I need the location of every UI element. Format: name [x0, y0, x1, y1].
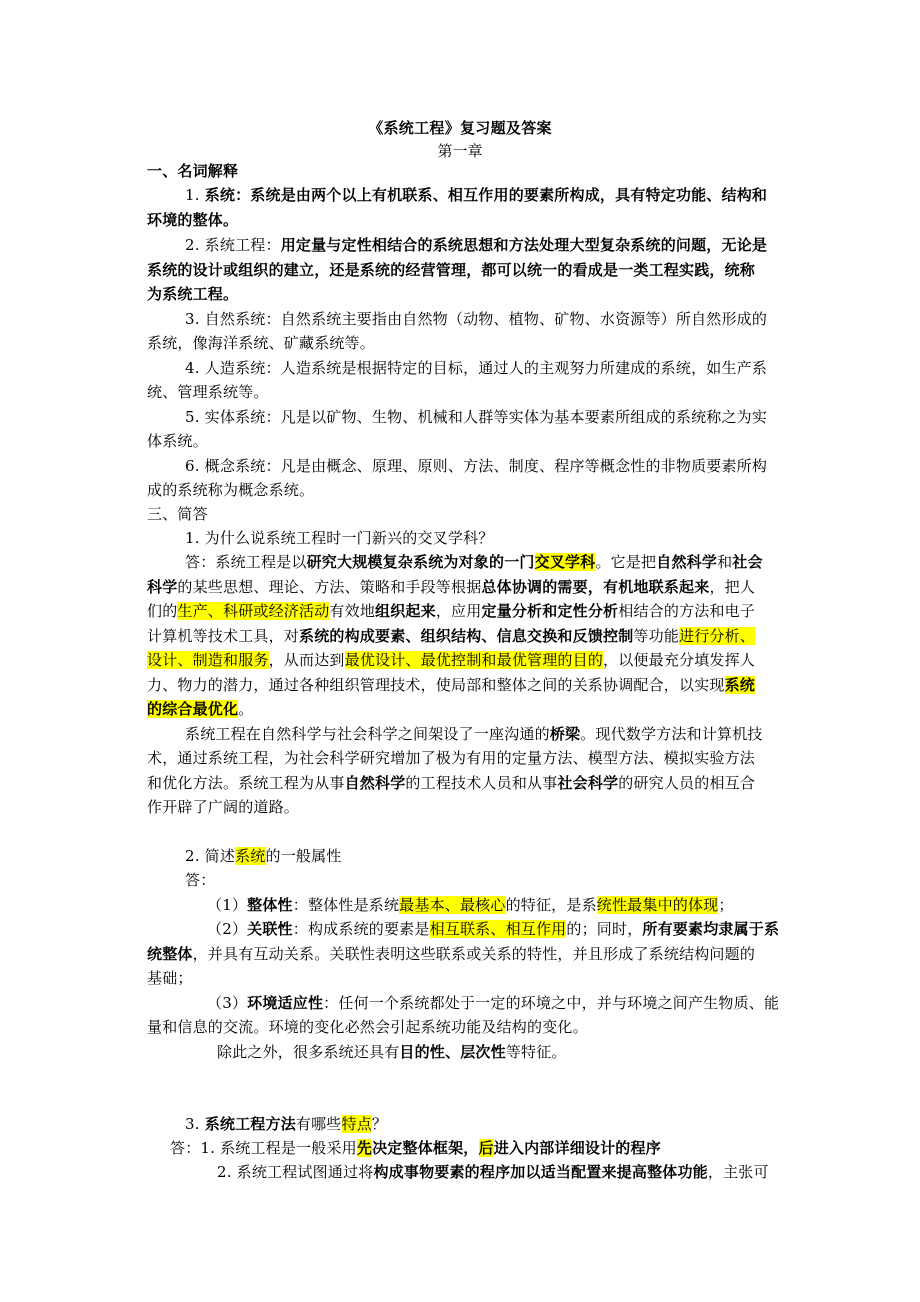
text-span: 和优化方法。系统工程为从事	[147, 774, 345, 792]
text-span: 2. 简述	[185, 847, 236, 865]
chapter-heading: 第一章	[437, 142, 483, 160]
bold-text: 系统的设计或组织的建立，还是系统的经营管理，都可以统一的看成是一类工程实践，统称	[147, 261, 756, 279]
bold-text: 系统的构成要素、组织结构、信息交换和反馈控制	[299, 627, 634, 645]
text-span: 2. 系统工程试图通过将	[217, 1163, 374, 1181]
text-line	[185, 308, 855, 330]
text-line	[185, 845, 855, 867]
text-span: 成的系统称为概念系统。	[147, 481, 315, 499]
text-line	[147, 283, 817, 305]
text-span: 计算机等技术工具，对	[147, 627, 300, 645]
bold-text: 系统：系统是由两个以上有机联系、相互作用的要素所构成，具有特定功能、结构和	[204, 186, 768, 204]
bold-text: 组织起来	[375, 602, 436, 620]
text-span: （3）	[207, 994, 248, 1012]
text-line	[147, 503, 817, 525]
text-span: 的某些思想、理论、方法、策略和手段等根据	[177, 578, 482, 596]
text-span: 和	[717, 553, 733, 571]
text-span: 的；同时，	[566, 920, 643, 938]
bold-text: 决定整体框架，	[372, 1139, 479, 1157]
text-span: ：任何一个系统都处于一定的环境之中，并与环境之间产生物质、能	[323, 994, 780, 1012]
bold-text: 整体性	[247, 896, 293, 914]
bold-text: 一、名词解释	[147, 162, 239, 180]
text-span: 答：	[185, 871, 216, 889]
text-line	[207, 894, 877, 916]
text-line	[147, 796, 817, 818]
text-line	[217, 1041, 887, 1063]
text-span: 的研究人员的相互合	[618, 774, 756, 792]
text-span: （2）	[207, 920, 248, 938]
text-line	[147, 772, 817, 794]
text-line	[185, 1113, 855, 1135]
bold-text: 总体协调的需要，有机地联系起来	[481, 578, 710, 596]
text-line	[147, 381, 817, 403]
text-line	[147, 430, 817, 452]
text-span: ，应用	[435, 602, 482, 620]
text-span: 3. 自然系统：自然系统主要指由自然物（动物、植物、矿物、水资源等）所自然形成的	[185, 310, 768, 328]
text-span: 6. 概念系统：凡是由概念、原理、原则、方法、制度、程序等概念性的非物质要素所构	[185, 457, 768, 475]
highlighted-text: 进行分析、	[679, 627, 756, 645]
text-line	[185, 869, 855, 891]
text-span: 量和信息的交流。环境的变化必然会引起系统功能及结构的变化。	[147, 1018, 588, 1036]
text-line	[147, 576, 817, 598]
text-line	[185, 723, 855, 745]
text-span: 们的	[147, 602, 178, 620]
text-span: 有哪些	[295, 1115, 342, 1133]
text-line	[147, 698, 817, 720]
highlighted-text: 相互联系、相互作用	[429, 920, 567, 938]
text-span: 有效地	[329, 602, 376, 620]
bold-text: 关联性	[247, 920, 293, 938]
highlighted-text: 交叉学科	[534, 553, 596, 571]
text-line	[185, 184, 855, 206]
bold-text: 环境的整体。	[147, 211, 239, 229]
text-line	[147, 747, 817, 769]
text-span: 3.	[185, 1115, 205, 1133]
text-span: 。现代数学方法和计算机技	[580, 725, 763, 743]
text-span: 。它是把	[595, 553, 657, 571]
text-span: 。	[238, 700, 254, 718]
text-span: 术，通过系统工程，为社会科学研究增加了极为有用的定量方法、模型方法、模拟实验方法	[147, 749, 756, 767]
highlighted-text: 生产、科研或经济活动	[177, 602, 330, 620]
text-line	[207, 992, 877, 1014]
text-span: ：整体性是系统	[292, 896, 400, 914]
text-span: 统、管理系统等。	[147, 383, 269, 401]
highlighted-text: 的综合最优化	[147, 700, 239, 718]
bold-text: 所有要素均隶属于系	[642, 920, 780, 938]
bold-text: 社会科学	[557, 774, 619, 792]
text-line	[185, 234, 855, 256]
text-span: 体系统。	[147, 432, 208, 450]
text-line	[185, 455, 855, 477]
text-line	[147, 943, 817, 965]
text-span: 1.	[185, 186, 205, 204]
text-line	[147, 600, 817, 622]
text-span: 除此之外，很多系统还具有	[217, 1043, 400, 1061]
bold-text: 科学	[147, 578, 178, 596]
text-span: 力、物力的潜力，通过各种组织管理技术，使局部和整体之间的关系协调配合，以实现	[147, 676, 725, 694]
text-line	[147, 967, 817, 989]
text-line	[185, 551, 855, 573]
text-span: 2. 系统工程：	[185, 236, 281, 254]
highlighted-text: 先	[356, 1139, 373, 1157]
text-span: 的特征，是系	[505, 896, 597, 914]
bold-text: 自然科学	[344, 774, 406, 792]
text-span: 1. 为什么说系统工程时一门新兴的交叉学科？	[185, 529, 494, 547]
highlighted-text: 最基本、最核心	[399, 896, 506, 914]
text-line	[147, 160, 817, 182]
text-line	[147, 479, 817, 501]
text-line	[147, 259, 817, 281]
text-span: 5. 实体系统：凡是以矿物、生物、机械和人群等实体为基本要素所组成的系统称之为实	[185, 408, 768, 426]
text-line	[170, 1137, 840, 1159]
text-span: 等特征。	[505, 1043, 567, 1061]
bold-text: 桥梁	[549, 725, 581, 743]
text-line	[147, 625, 817, 647]
text-line	[185, 527, 855, 549]
text-line	[185, 357, 855, 379]
text-line	[147, 332, 817, 354]
text-line	[147, 209, 817, 231]
bold-text: 进入内部详细设计的程序	[493, 1139, 661, 1157]
text-span: ，以便最充分填发挥人	[603, 651, 756, 669]
text-span: （1）	[207, 896, 248, 914]
bold-text: 统整体	[147, 945, 193, 963]
text-line	[207, 918, 877, 940]
highlighted-text: 系统	[235, 847, 266, 865]
text-span: 系统，像海洋系统、矿藏系统等。	[147, 334, 376, 352]
bold-text: 定量分析和定性分析	[481, 602, 619, 620]
bold-text: 用定量与定性相结合的系统思想和方法处理大型复杂系统的问题，无论是	[280, 236, 768, 254]
text-span: ？	[371, 1115, 388, 1133]
highlighted-text: 后	[478, 1139, 494, 1157]
text-span: 答：1. 系统工程是一般采用	[170, 1139, 357, 1157]
text-span: 的工程技术人员和从事	[405, 774, 558, 792]
text-span: 相结合的方法和电子	[618, 602, 756, 620]
text-line	[217, 1161, 887, 1183]
text-span: 等功能	[633, 627, 680, 645]
text-span: 4. 人造系统：人造系统是根据特定的目标，通过人的主观努力所建成的系统，如生产系	[185, 359, 768, 377]
text-line	[147, 649, 817, 671]
bold-text: 社会	[732, 553, 763, 571]
text-span: 作开辟了广阔的道路。	[147, 798, 300, 816]
highlighted-text: 特点	[341, 1115, 372, 1133]
text-span: 答：系统工程是以	[185, 553, 307, 571]
document-title: 《系统工程》复习题及答案	[368, 119, 552, 137]
bold-text: 构成事物要素的程序加以适当配置来提高整体功能	[373, 1163, 708, 1181]
text-line	[147, 674, 817, 696]
text-span: 的一般属性	[265, 847, 342, 865]
bold-text: 目的性、层次性	[399, 1043, 506, 1061]
highlighted-text: 统性最集中的体现	[596, 896, 719, 914]
text-span: 三、简答	[147, 505, 208, 523]
bold-text: 环境适应性	[247, 994, 324, 1012]
text-span: ；	[718, 896, 734, 914]
text-span: ，主张可	[707, 1163, 769, 1181]
bold-text: 为系统工程。	[147, 285, 239, 303]
highlighted-text: 设计、制造和服务	[147, 651, 269, 669]
highlighted-text: 最优设计、最优控制和最优管理的目的	[344, 651, 604, 669]
text-span: 系统工程在自然科学与社会科学之间架设了一座沟通的	[185, 725, 550, 743]
text-line	[147, 1016, 817, 1038]
text-span: ，把人	[709, 578, 756, 596]
text-span: ，并具有互动关系。关联性表明这些联系或关系的特性，并且形成了系统结构问题的	[192, 945, 756, 963]
bold-text: 系统工程方法	[204, 1115, 296, 1133]
bold-text: 研究大规模复杂系统为对象的一门	[306, 553, 535, 571]
text-span: 基础；	[147, 969, 193, 987]
text-line	[185, 406, 855, 428]
text-span: ：构成系统的要素是	[292, 920, 430, 938]
bold-text: 自然科学	[656, 553, 718, 571]
highlighted-text: 系统	[724, 676, 756, 694]
text-span: ，从而达到	[268, 651, 345, 669]
